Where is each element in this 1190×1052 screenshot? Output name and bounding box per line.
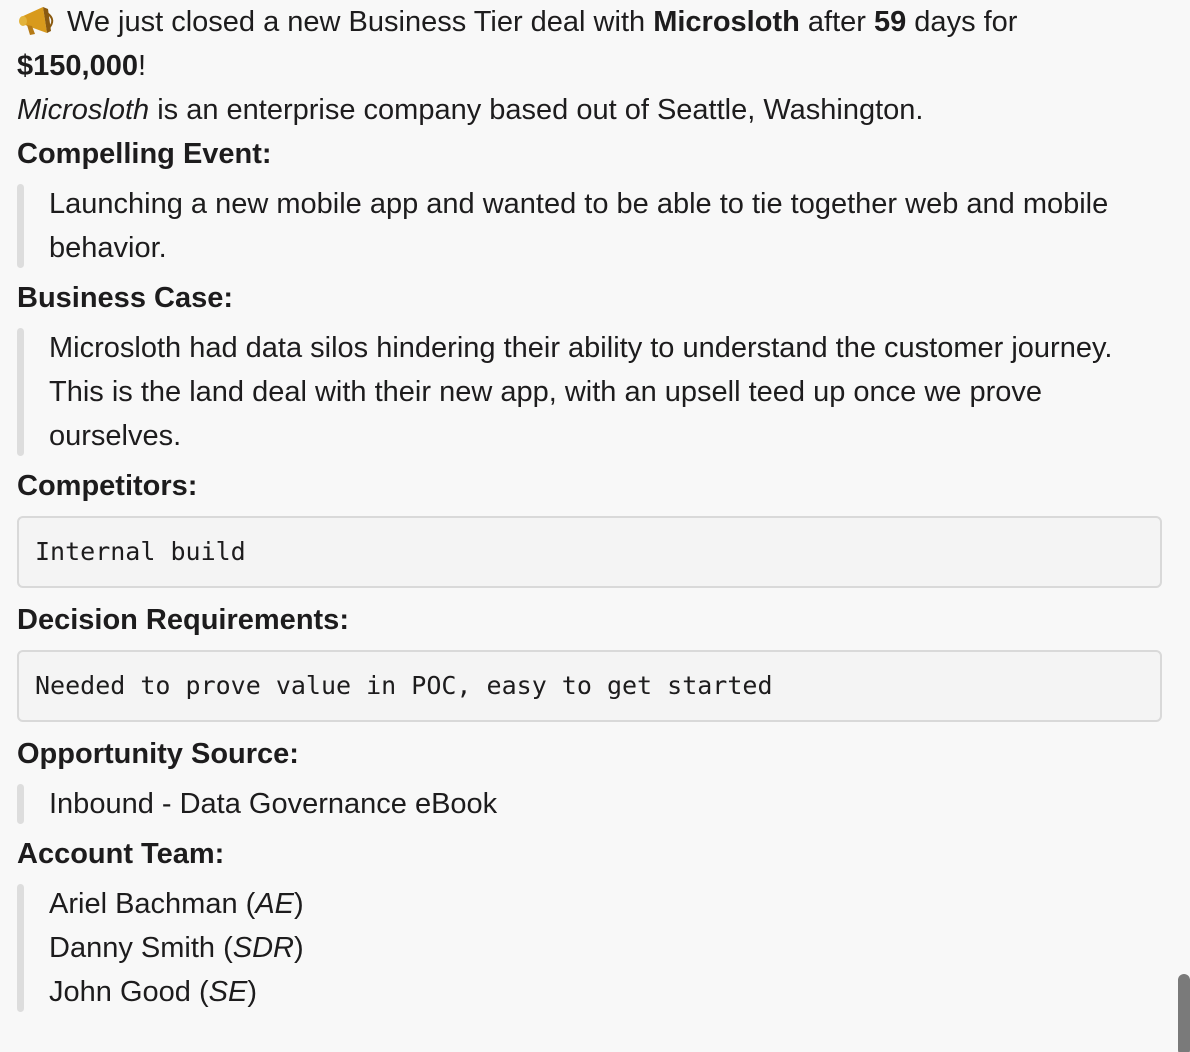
headline-line-2 (17, 44, 1167, 88)
team-member: Ariel Bachman (AE) (49, 888, 304, 920)
megaphone-icon (17, 3, 61, 39)
business-case-title: Business Case: (17, 282, 233, 314)
team-member-name: John Good (49, 976, 199, 1008)
competitors-code-block: Internal build (17, 516, 1162, 588)
headline-after: after (799, 6, 874, 38)
headline-exclaim: ! (137, 50, 147, 82)
vertical-scrollbar[interactable] (1178, 974, 1190, 1052)
team-member: John Good (SE) (49, 976, 257, 1008)
team-member-role: SDR (232, 932, 294, 964)
compelling-event-title: Compelling Event: (17, 138, 272, 170)
business-case-quote (17, 326, 1167, 458)
company-description (17, 88, 1167, 132)
team-member: Danny Smith (SDR) (49, 932, 304, 964)
business-case-line: Microsloth had data silos hindering their ability to understand the customer journey. (49, 332, 1113, 364)
team-member-role: AE (255, 888, 295, 920)
decision-requirements-title: Decision Requirements: (17, 604, 349, 636)
compelling-event-quote (17, 182, 1167, 270)
headline-days: 59 (873, 6, 907, 38)
account-team-title: Account Team: (17, 838, 225, 870)
headline-amount: $150,000 (17, 50, 138, 82)
account-team-quote (17, 882, 1167, 1014)
team-member-name: Ariel Bachman (49, 888, 246, 920)
description-rest: is an enterprise company based out of Seattle, Washington. (149, 94, 924, 126)
opportunity-source-value: Inbound - Data Governance eBook (49, 788, 498, 820)
team-member-role: SE (208, 976, 248, 1008)
compelling-event-line: Launching a new mobile app and wanted to be able to tie together web and mobile (49, 188, 1109, 220)
competitors-title: Competitors: (17, 470, 198, 502)
headline-days-suffix: days for (906, 6, 1018, 38)
compelling-event-line: behavior. (49, 232, 167, 264)
team-member-name: Danny Smith (49, 932, 224, 964)
description-company: Microsloth (17, 94, 150, 126)
opportunity-source-title: Opportunity Source: (17, 738, 299, 770)
headline-company: Microsloth (653, 6, 800, 38)
deal-announcement-message (17, 0, 1167, 1020)
headline-line-1 (17, 0, 1167, 44)
business-case-line: This is the land deal with their new app, with an upsell teed up once we prove (49, 376, 1043, 408)
business-case-line: ourselves. (49, 420, 182, 452)
decision-requirements-code-block: Needed to prove value in POC, easy to get started (17, 650, 1162, 722)
opportunity-source-quote (17, 782, 1167, 826)
headline-intro: We just closed a new Business Tier deal with (67, 6, 654, 38)
